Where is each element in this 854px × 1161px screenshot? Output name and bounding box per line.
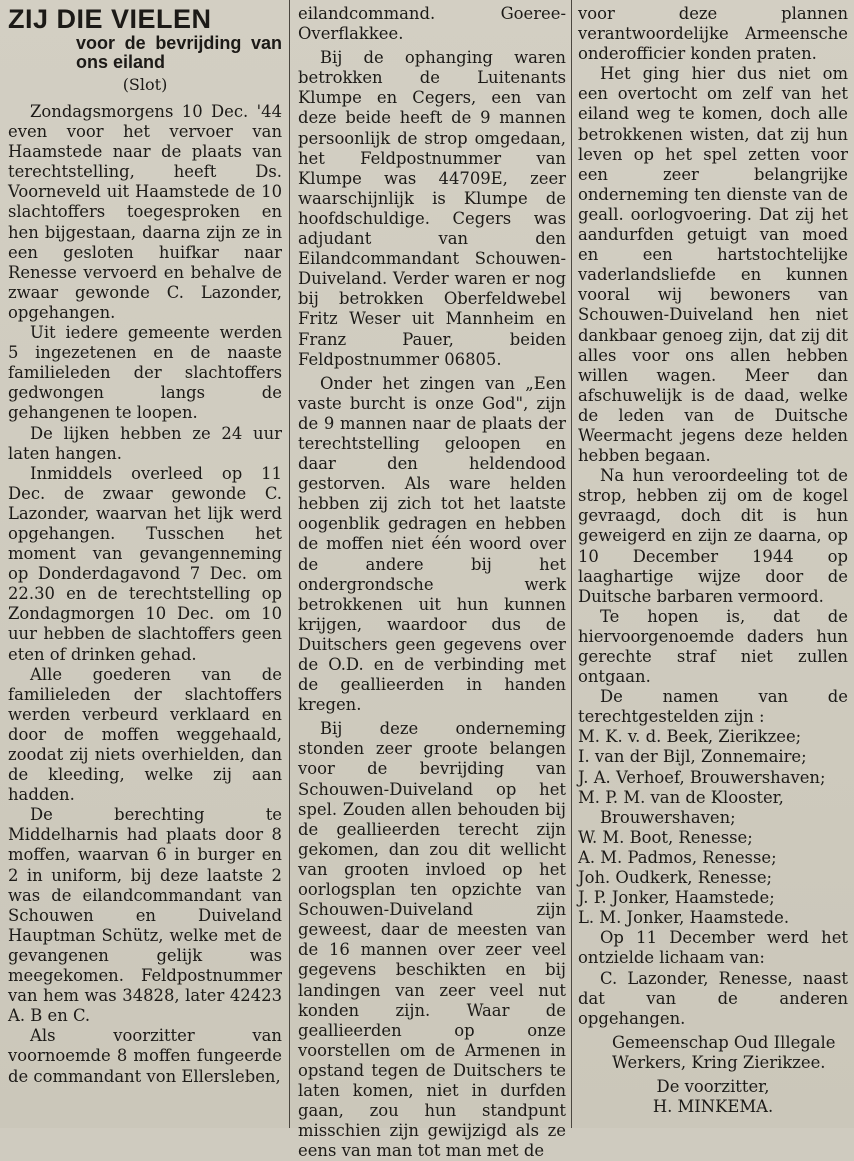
list-item: I. van der Bijl, Zonnemaire; bbox=[578, 747, 807, 767]
column-rule bbox=[571, 0, 572, 1128]
paragraph: Bij de ophanging waren betrokken de Luitenants Klumpe en Cegers, een van deze beide heeft de 9 mannen persoonlijk de strop omgedaan, het Feldpostnummer van Klumpe was 44709E, zeer waarschijnlijk is Klumpe de hoofdschuldige. Cegers was adjudant van den Eilandcommandant Schouwen-Duiveland. Verder waren er nog bij betrokken Oberfeldwebel Fritz Weser uit Mannheim en Franz Pauer, beiden Feldpostnummer 06805. bbox=[298, 48, 566, 369]
list-item: J. P. Jonker, Haamstede; bbox=[578, 888, 775, 908]
signature-name: H. MINKEMA. bbox=[652, 1097, 774, 1117]
paragraph: Te hopen is, dat de hiervoorgenoemde daders hun gerechte straf niet zullen ontgaan. bbox=[578, 606, 848, 687]
paragraph: Inmiddels overleed op 11 Dec. de zwaar gewonde C. Lazonder, waarvan het lijk werd opgehangen. Tusschen het moment van gevangenneming op Donderdagavond 7 Dec. om 22.30 en de terechtstelling op Zondagmorgen 10 Dec. om 10 uur hebben de slachtoffers geen eten of drinken gehad. bbox=[8, 463, 282, 664]
paragraph: C. Lazonder, Renesse, naast dat van de anderen opgehangen. bbox=[578, 968, 848, 1028]
paragraph: voor deze plannen verantwoordelijke Armeensche onderofficier konden praten. bbox=[578, 4, 848, 64]
article-column-3 bbox=[578, 4, 848, 1128]
column-rule bbox=[289, 0, 290, 1128]
paragraph: Bij deze onderneming stonden zeer groote belangen voor de bevrijding van Schouwen-Duiveland op het spel. Zouden allen behouden bij de geallieerden terecht zijn gekomen, dan zou dit wellicht van grooten invloed op het oorlogsplan ten opzichte van Schouwen-Duiveland zijn geweest, daar de meesten van de 16 mannen over zeer veel gegevens beschikten en bij landingen van zeer veel nut konden zijn. Waar de geallieerden op onze voorstellen om de Armenen in opstand tegen de Duitschers te laten komen, niet in durfden gaan, zou hun standpunt misschien zijn gewijzigd als ze eens van man tot man met de bbox=[298, 719, 566, 1161]
paragraph: Zondagsmorgens 10 Dec. '44 even voor het vervoer van Haamstede naar de plaats van terechtstelling, heeft Ds. Voorneveld uit Haamstede de 10 slachtoffers toegesproken en hen bijgestaan, daarna zijn ze in een gesloten huifkar naar Renesse vervoerd en behalve de zwaar gewonde C. Lazonder, opgehangen. bbox=[8, 102, 282, 322]
names-list bbox=[578, 727, 848, 928]
article-column-1 bbox=[8, 4, 282, 1128]
article-column-2 bbox=[298, 4, 566, 1161]
list-item: L. M. Jonker, Haamstede. bbox=[578, 908, 790, 928]
paragraph: De berechting te Middelharnis had plaats door 8 moffen, waarvan 6 in burger en 2 in uniform, bij deze laatste 2 was de eilandcommandant van Schouwen en Duiveland Hauptman Schütz, welke met de gevangenen gelijk was meegekomen. Feldpostnummer van hem was 34828, later 42423 A. B en C. bbox=[8, 805, 282, 1026]
paragraph: Alle goederen van de familieleden der slachtoffers werden verbeurd verklaard en door de moffen weggehaald, zoodat zij niets overhielden, dan de kleeding, welke zij aan hadden. bbox=[8, 664, 282, 805]
list-item: M. P. M. van de Klooster, bbox=[578, 787, 784, 807]
paragraph: Het ging hier dus niet om een overtocht om zelf van het eiland weg te komen, doch alle betrokkenen wisten, dat zij hun leven op het spel zetten voor een zeer belangrijke onderneming ten dienste van de geall. oorlogvoering. Dat zij het aandurfden getuigt van moed en een hartstochtelijke vaderlandsliefde en kunnen vooral wij bewoners van Schouwen-Duiveland hen niet dankbaar genoeg zijn, dat zij dit alles voor ons allen hebben willen wagen. Meer dan afschuwelijk is de daad, welke de leden van de Duitsche Weermacht jegens deze helden hebben begaan. bbox=[578, 64, 848, 466]
signature-role: De voorzitter, bbox=[656, 1076, 770, 1096]
paragraph: Onder het zingen van „Een vaste burcht is onze God", zijn de 9 mannen naar de plaats der terechtstelling geloopen en daar den heldendood gestorven. Als ware helden hebben zij zich tot het laatste oogenblik gedragen en hebben de moffen niet één woord over de andere bij het ondergrondsche werk betrokkenen uit hun kunnen krijgen, waardoor dus de Duitschers geen gegevens over de O.D. en de verbinding met de geallieerden in handen kregen. bbox=[298, 373, 566, 715]
article-headline: ZIJ DIE VIELEN bbox=[8, 4, 212, 34]
paragraph: Als voorzitter van voornoemde 8 moffen fungeerde de commandant von Ellersleben, bbox=[8, 1026, 282, 1086]
list-item: A. M. Padmos, Renesse; bbox=[578, 847, 777, 867]
list-item: J. A. Verhoef, Brouwershaven; bbox=[578, 767, 826, 787]
article-subheadline: voor de bevrijding van ons eiland bbox=[76, 33, 282, 72]
list-item: Brouwershaven; bbox=[600, 807, 736, 827]
paragraph: Na hun veroordeeling tot de strop, hebben zij om de kogel gevraagd, doch dit is hun geweigerd en zijn ze daarna, op 10 December 1944 op laaghartige wijze door de Duitsche barbaren vermoord. bbox=[578, 466, 848, 606]
list-item: M. K. v. d. Beek, Zierikzee; bbox=[578, 727, 802, 747]
paragraph: Op 11 December werd het ontzielde lichaam van: bbox=[578, 928, 848, 968]
list-item: W. M. Boot, Renesse; bbox=[578, 827, 753, 847]
paragraph: eilandcommand. Goeree-Overflakkee. bbox=[298, 4, 566, 44]
signature-org: Werkers, Kring Zierikzee. bbox=[612, 1052, 826, 1072]
paragraph: De namen van de terechtgestelden zijn : bbox=[578, 687, 848, 727]
list-item: Joh. Oudkerk, Renesse; bbox=[578, 868, 773, 888]
signature-org: Gemeenschap Oud Illegale bbox=[612, 1032, 836, 1052]
paragraph: Uit iedere gemeente werden 5 ingezetenen en de naaste familieleden der slachtoffers gedwongen langs de gehangenen te loopen. bbox=[8, 323, 282, 423]
paragraph: De lijken hebben ze 24 uur laten hangen. bbox=[8, 423, 282, 463]
part-label: (Slot) bbox=[122, 75, 168, 94]
